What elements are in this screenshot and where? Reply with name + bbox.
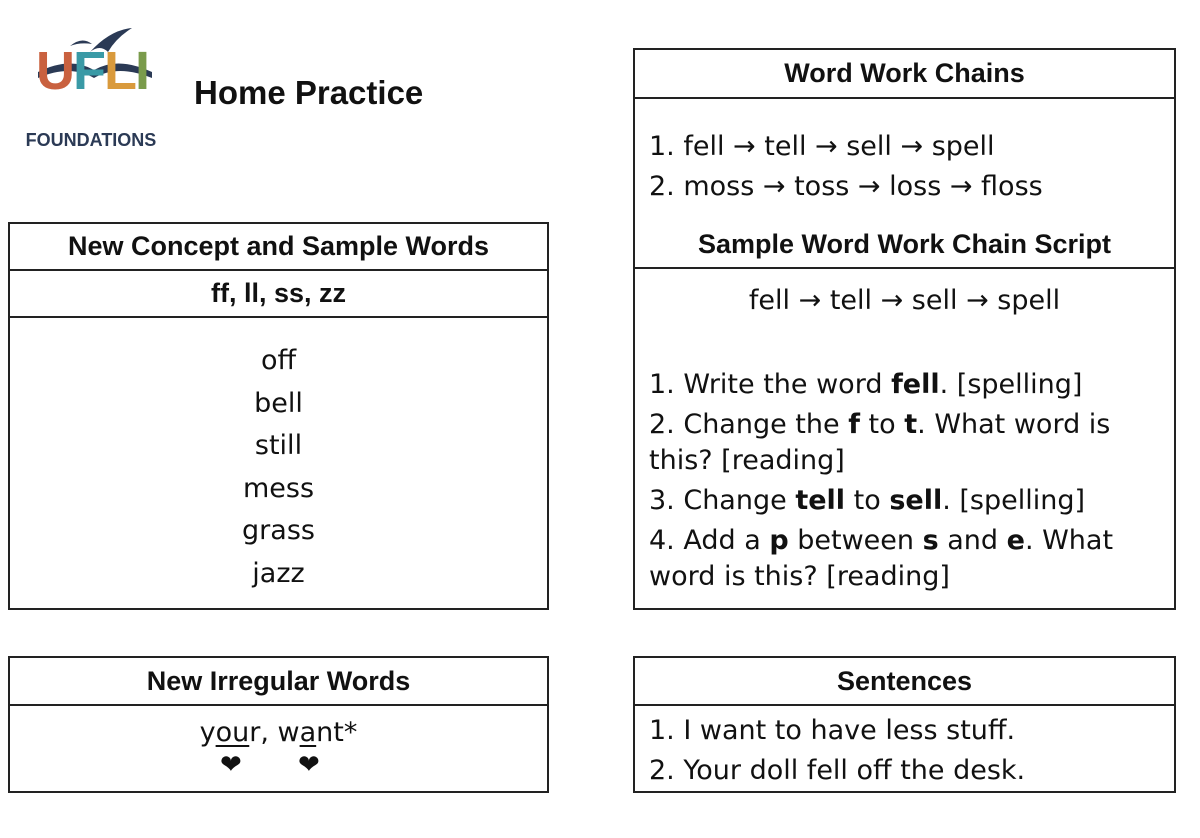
concept-heading: New Concept and Sample Words (10, 224, 547, 271)
chain-item: 2. moss → toss → loss → floss (649, 171, 1043, 202)
sentence-list (635, 706, 1174, 791)
sentences-heading: Sentences (635, 658, 1174, 706)
script-step: 3. Change tell to sell. [spelling] (649, 485, 1086, 516)
logo-wordmark: UFLI (35, 41, 148, 101)
irregular-words-box (8, 656, 549, 793)
sample-word: bell (254, 387, 303, 419)
word-work-chains-box (633, 48, 1176, 224)
new-concept-box (8, 222, 549, 610)
script-step: 2. Change the f to t. What word is this? [reading] (649, 409, 1111, 476)
irregular-word-your: your (199, 717, 261, 748)
chain-script-box (633, 222, 1176, 610)
sentence-item: 1. I want to have less stuff. (649, 715, 1016, 746)
heart-icon: ❤ (298, 750, 320, 780)
sample-word-list (10, 318, 547, 596)
logo-subtitle: FOUNDATIONS (25, 130, 157, 150)
chain-item: 1. fell → tell → sell → spell (649, 131, 995, 162)
script-steps (635, 345, 1174, 595)
sentences-box (633, 656, 1176, 793)
sample-word: still (254, 430, 303, 462)
concept-pattern: ff, ll, ss, zz (10, 271, 547, 318)
irregular-word-want: want* (277, 717, 358, 748)
script-step: 4. Add a p between s and e. What word is this? [reading] (649, 525, 1114, 592)
irregular-words: your, want* ❤ ❤ (199, 717, 358, 780)
page-title: Home Practice (194, 74, 424, 111)
heart-icon: ❤ (220, 750, 242, 780)
sample-word: grass (242, 515, 315, 547)
chains-heading: Word Work Chains (635, 50, 1174, 99)
sentence-item: 2. Your doll fell off the desk. (649, 755, 1026, 786)
script-chain: fell → tell → sell → spell (748, 285, 1061, 316)
sample-word: off (260, 345, 297, 376)
script-heading: Sample Word Work Chain Script (635, 222, 1174, 269)
script-step: 1. Write the word fell. [spelling] (649, 369, 1083, 400)
chain-list (635, 99, 1174, 207)
irregular-heading: New Irregular Words (10, 658, 547, 706)
sample-word: mess (242, 472, 315, 504)
sample-word: jazz (252, 557, 305, 589)
